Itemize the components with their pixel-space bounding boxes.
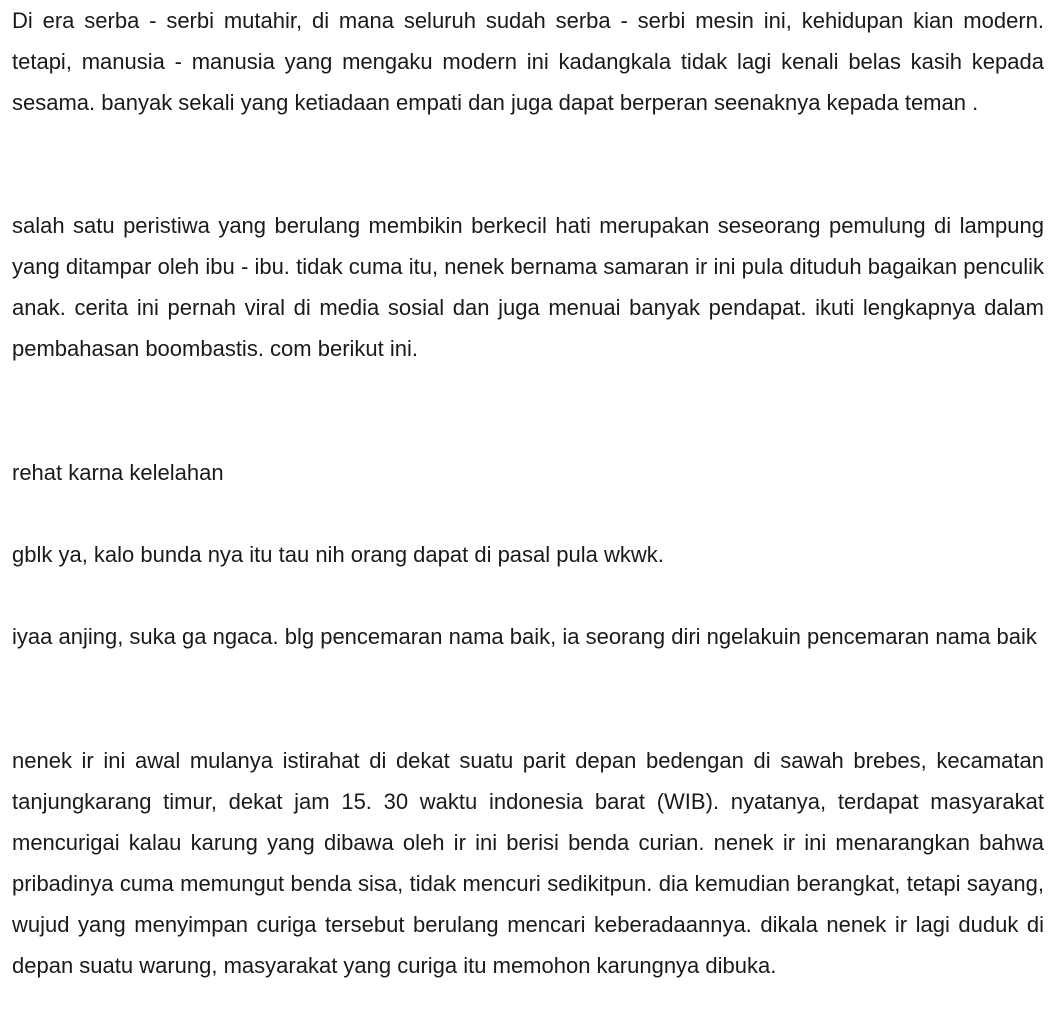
paragraph-comment-2: iyaa anjing, suka ga ngaca. blg pencemaran nama baik, ia seorang diri ngelakuin pencemaran nama baik (12, 624, 1037, 649)
paragraph-rest-caption: rehat karna kelelahan (12, 460, 224, 485)
paragraph-comment-1: gblk ya, kalo bunda nya itu tau nih orang dapat di pasal pula wkwk. (12, 542, 664, 567)
paragraph-intro: Di era serba - serbi mutahir, di mana seluruh sudah serba - serbi mesin ini, kehidupan kian modern. tetapi, manusia - manusia yang mengaku modern ini kadangkala tidak lagi kenali belas kasih kepada sesama. banyak sekali yang ketiadaan empati dan juga dapat berperan seenaknya kepada teman . (12, 8, 1044, 115)
paragraph-incident: salah satu peristiwa yang berulang membikin berkecil hati merupakan seseorang pemulung di lampung yang ditampar oleh ibu - ibu. tidak cuma itu, nenek bernama samaran ir ini pula dituduh bagaikan penculik anak. cerita ini pernah viral di media sosial dan juga menuai banyak pendapat. ikuti lengkapnya dalam pembahasan boombastis. com berikut ini. (12, 213, 1044, 361)
paragraph-details: nenek ir ini awal mulanya istirahat di dekat suatu parit depan bedengan di sawah brebes, kecamatan tanjungkarang timur, dekat jam 15. 30 waktu indonesia barat (WIB). nyatanya, terdapat masyarakat mencurigai kalau karung yang dibawa oleh ir ini berisi benda curian. nenek ir ini menarangkan bahwa pribadinya cuma memungut benda sisa, tidak mencuri sedikitpun. dia kemudian berangkat, tetapi sayang, wujud yang menyimpan curiga tersebut berulang mencari keberadaannya. dikala nenek ir lagi duduk di depan suatu warung, masyarakat yang curiga itu memohon karungnya dibuka. (12, 748, 1044, 978)
